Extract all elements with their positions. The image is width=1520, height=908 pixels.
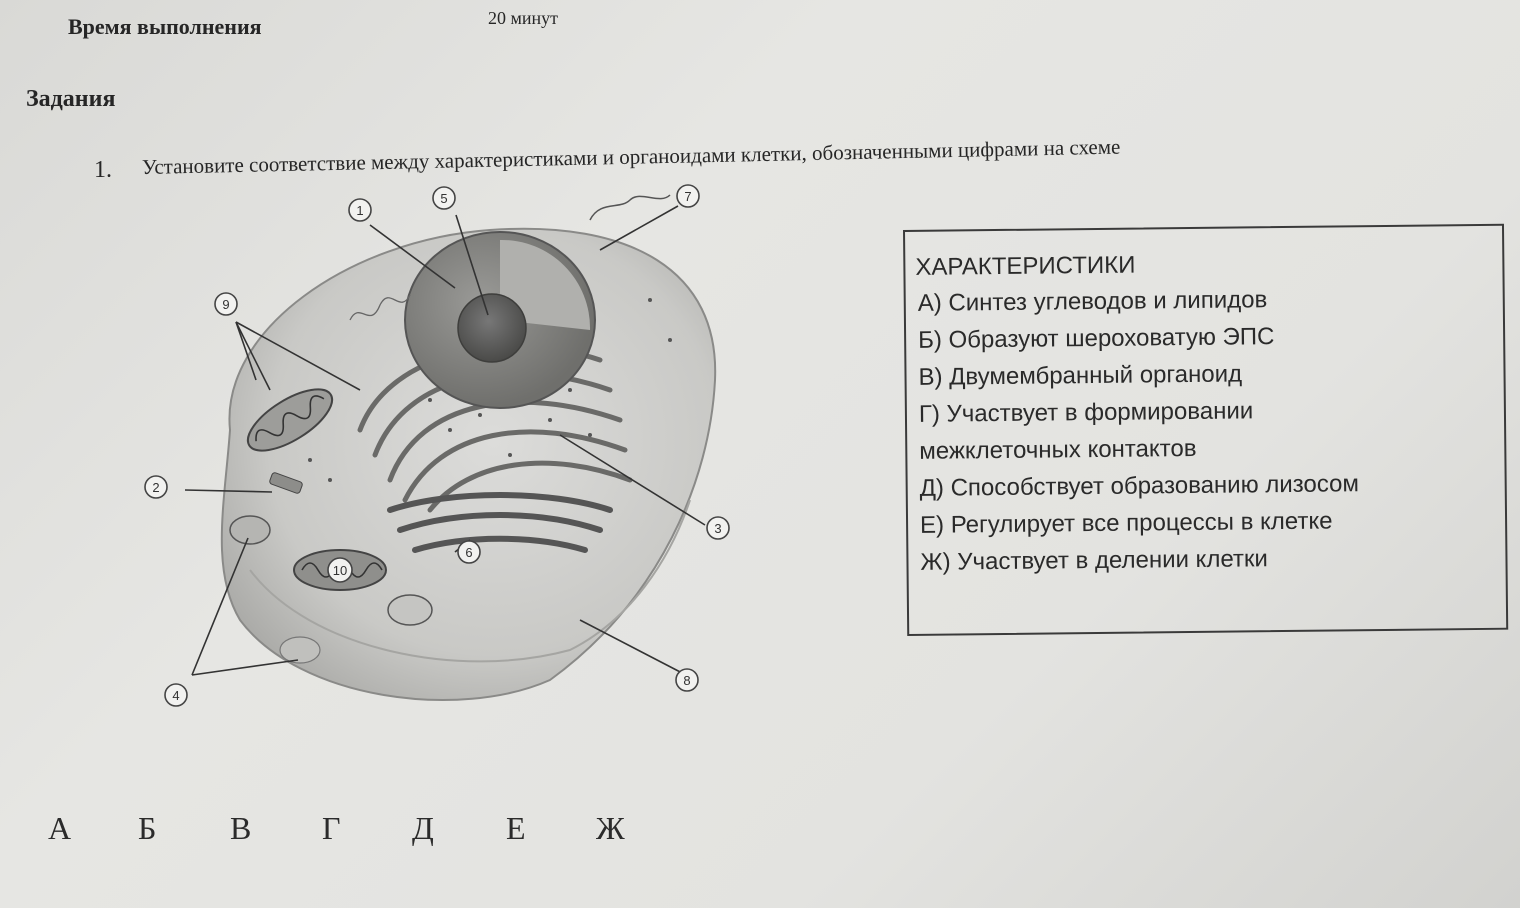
answer-letter-a: А — [48, 810, 72, 846]
nucleolus — [458, 294, 526, 362]
svg-text:7: 7 — [684, 189, 692, 204]
callout-6 — [458, 541, 480, 563]
answer-letter-g: Г — [322, 810, 341, 846]
characteristic-v: В) Двумембранный органоид — [918, 360, 1243, 391]
svg-text:3: 3 — [714, 521, 722, 536]
characteristics-title: ХАРАКТЕРИСТИКИ — [915, 251, 1136, 281]
characteristic-e: Е) Регулирует все процессы в клетке — [919, 507, 1333, 539]
svg-text:2: 2 — [152, 480, 160, 495]
svg-text:4: 4 — [172, 688, 180, 703]
vesicle — [388, 595, 432, 625]
answer-letter-e: Е — [506, 810, 526, 846]
svg-text:5: 5 — [440, 191, 448, 206]
callout-2 — [145, 476, 167, 498]
svg-text:1: 1 — [356, 203, 364, 218]
svg-text:10: 10 — [332, 563, 348, 578]
answer-letter-zh: Ж — [596, 810, 625, 846]
characteristic-zh: Ж) Участвует в делении клетки — [920, 545, 1268, 576]
characteristics-box — [903, 224, 1508, 636]
svg-text:9: 9 — [222, 297, 230, 312]
answer-letter-b: Б — [138, 810, 157, 846]
vesicle — [230, 516, 270, 544]
callout-7 — [677, 185, 699, 207]
tasks-heading: Задания — [26, 86, 116, 112]
svg-text:8: 8 — [683, 673, 691, 688]
characteristic-b: Б) Образуют шероховатую ЭПС — [918, 323, 1275, 354]
callout-3 — [707, 517, 729, 539]
callout-1 — [349, 199, 371, 221]
time-value: 20 минут — [488, 8, 559, 28]
characteristic-g-continued: межклеточных контактов — [919, 434, 1197, 465]
task-number: 1. — [94, 157, 112, 183]
answer-letter-d: Д — [412, 810, 434, 846]
callout-8 — [676, 669, 698, 691]
callout-5 — [433, 187, 455, 209]
answer-letter-v: В — [230, 810, 252, 846]
callout-10 — [328, 558, 352, 582]
callout-9 — [215, 293, 237, 315]
vesicle — [280, 637, 320, 663]
characteristic-d: Д) Способствует образованию лизосом — [919, 470, 1360, 502]
characteristic-a: А) Синтез углеводов и липидов — [917, 286, 1268, 317]
callout-4 — [165, 684, 187, 706]
time-label: Время выполнения — [68, 14, 262, 39]
svg-text:6: 6 — [465, 545, 473, 560]
cell-diagram — [130, 180, 750, 720]
characteristic-g: Г) Участвует в формировании — [918, 397, 1254, 428]
task-text: Установите соответствие между характеристиками и органоидами клетки, обозначенными цифрами на схеме — [141, 134, 1121, 179]
